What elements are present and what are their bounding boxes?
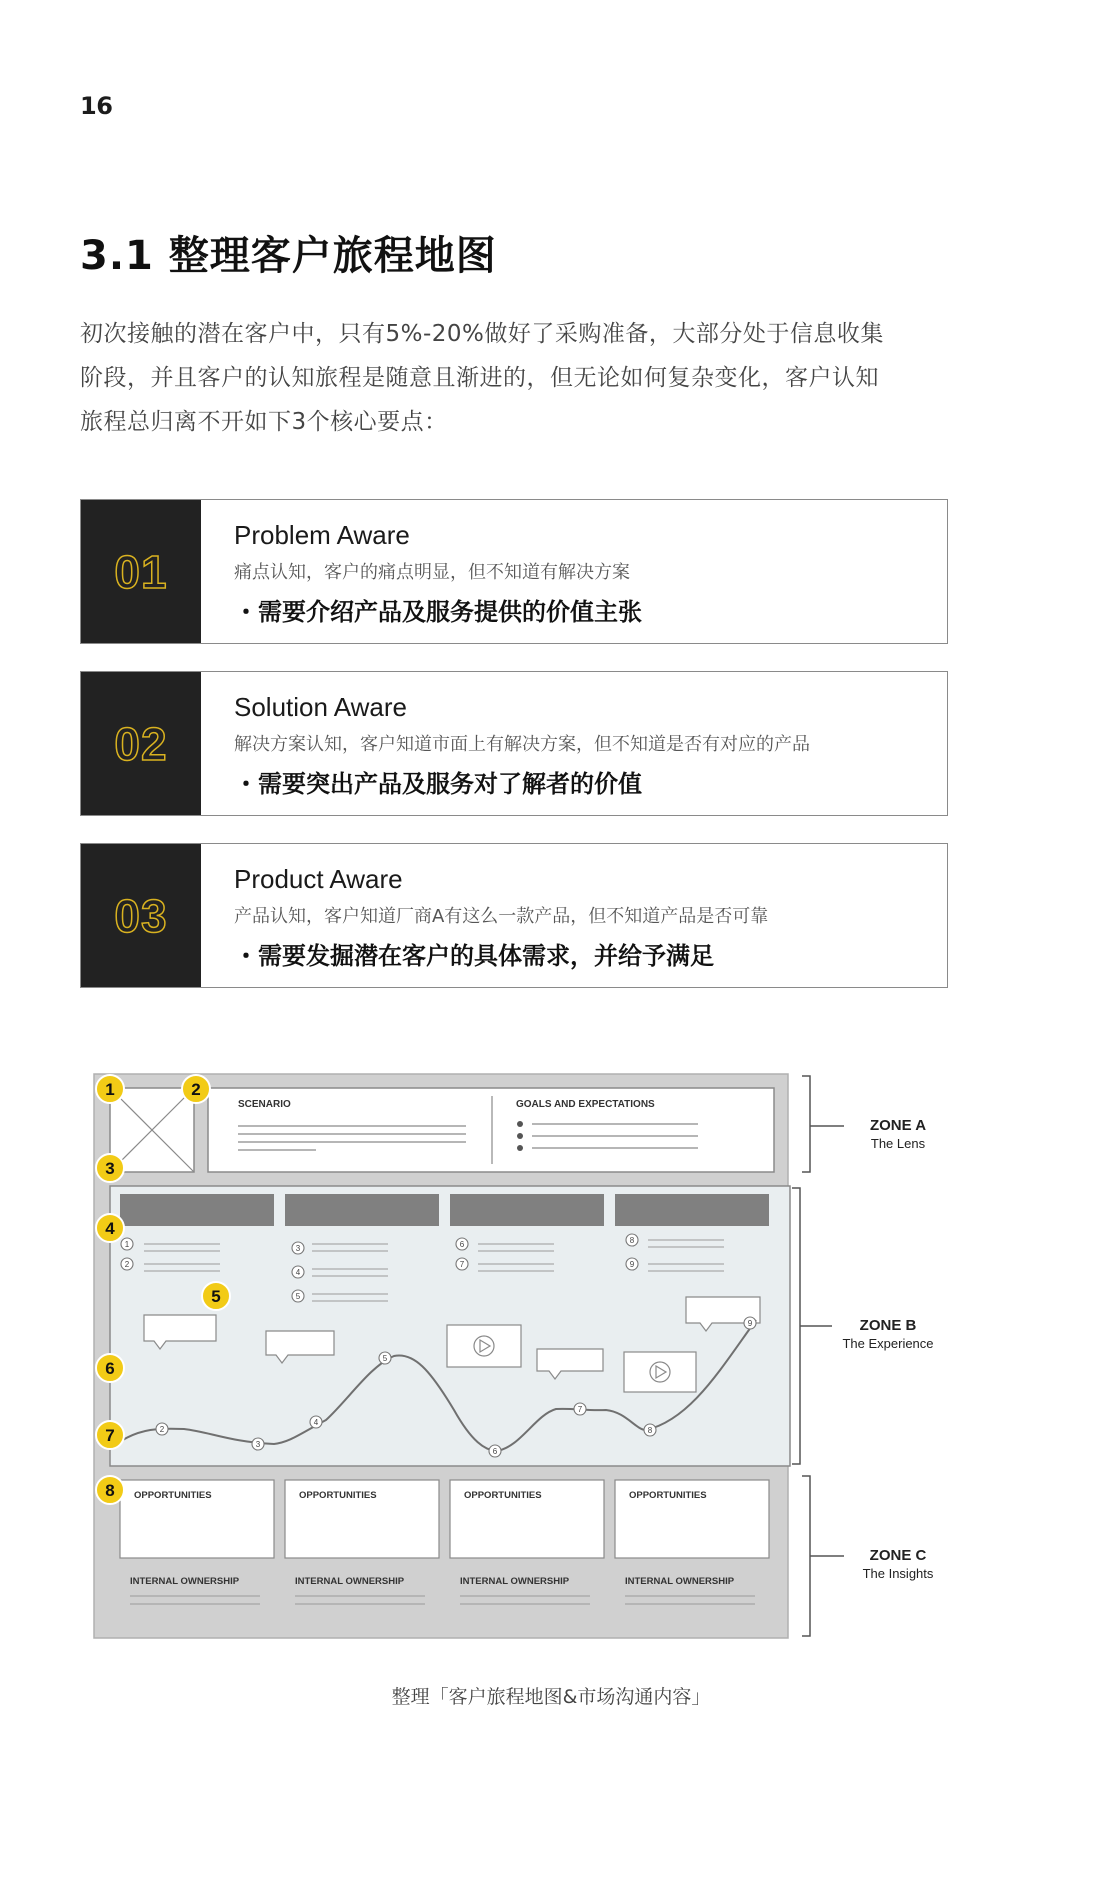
marker-badge xyxy=(96,1421,124,1449)
marker-number: 8 xyxy=(105,1481,115,1500)
step-circle xyxy=(574,1403,586,1415)
step-number: 9 xyxy=(629,1260,635,1269)
marker-badge xyxy=(96,1075,124,1103)
card-title: Solution Aware xyxy=(234,692,407,722)
intro-paragraph xyxy=(80,312,960,444)
section-title: 3.1 整理客户旅程地图 xyxy=(80,233,497,279)
card-number-block xyxy=(81,844,201,987)
step-circle xyxy=(644,1424,656,1436)
step-circle xyxy=(156,1423,168,1435)
step-number: 5 xyxy=(295,1292,301,1301)
zone-subtitle: The Insights xyxy=(862,1566,934,1581)
card-key-point: ・需要突出产品及服务对了解者的价值 xyxy=(234,770,642,798)
step-circle xyxy=(456,1238,468,1250)
scenario-label: SCENARIO xyxy=(238,1099,291,1110)
card-title: Problem Aware xyxy=(234,520,410,550)
intro-line: 旅程总归离不开如下3个核心要点： xyxy=(80,409,448,435)
card-description: 痛点认知，客户的痛点明显，但不知道有解决方案 xyxy=(234,562,630,583)
step-circle xyxy=(252,1438,264,1450)
image-placeholder xyxy=(110,1088,194,1172)
marker-number: 6 xyxy=(105,1359,115,1378)
card-number-block xyxy=(81,500,201,643)
marker-badge xyxy=(96,1354,124,1382)
step-number: 4 xyxy=(295,1268,301,1277)
awareness-card-1 xyxy=(80,499,948,644)
intro-line: 阶段，并且客户的认知旅程是随意且渐进的，但无论如何复杂变化，客户认知 xyxy=(80,365,879,391)
step-circle xyxy=(626,1258,638,1270)
ownership-label: INTERNAL OWNERSHIP xyxy=(130,1576,240,1587)
step-number: 5 xyxy=(382,1354,388,1363)
zone-b-bracket xyxy=(792,1188,800,1464)
step-number: 8 xyxy=(629,1236,635,1245)
card-key-point: ・需要介绍产品及服务提供的价值主张 xyxy=(234,598,642,626)
step-circle xyxy=(310,1416,322,1428)
marker-number: 4 xyxy=(105,1219,115,1238)
zone-name: ZONE A xyxy=(869,1117,927,1134)
zone-name: ZONE B xyxy=(859,1317,917,1334)
zone-a-bracket xyxy=(802,1076,810,1172)
step-circle xyxy=(626,1234,638,1246)
zone-c-bracket xyxy=(802,1476,810,1636)
journey-map-diagram xyxy=(80,1070,960,1670)
awareness-card-3 xyxy=(80,843,948,988)
card-number: 03 xyxy=(114,889,168,942)
zone-brackets xyxy=(792,1076,844,1636)
awareness-card-2 xyxy=(80,671,948,816)
opportunities-label: OPPORTUNITIES xyxy=(134,1490,212,1501)
step-number: 1 xyxy=(124,1240,130,1249)
step-circle xyxy=(292,1290,304,1302)
opportunities-label: OPPORTUNITIES xyxy=(464,1490,542,1501)
marker-badge xyxy=(182,1075,210,1103)
marker-badge xyxy=(96,1214,124,1242)
card-title: Product Aware xyxy=(234,864,403,894)
step-circle xyxy=(121,1238,133,1250)
marker-badge xyxy=(96,1476,124,1504)
marker-number: 5 xyxy=(211,1287,221,1306)
step-circle xyxy=(292,1242,304,1254)
ownership-label: INTERNAL OWNERSHIP xyxy=(625,1576,735,1587)
step-number: 4 xyxy=(313,1418,319,1427)
step-number: 3 xyxy=(255,1440,261,1449)
card-number-block xyxy=(81,672,201,815)
step-number: 8 xyxy=(647,1426,653,1435)
marker-number: 2 xyxy=(191,1080,201,1099)
figure-caption: 整理「客户旅程地图&市场沟通内容」 xyxy=(391,1686,711,1708)
step-number: 7 xyxy=(577,1405,583,1414)
step-number: 2 xyxy=(159,1425,165,1434)
opportunities-label: OPPORTUNITIES xyxy=(299,1490,377,1501)
ownership-label: INTERNAL OWNERSHIP xyxy=(295,1576,405,1587)
card-description: 产品认知，客户知道厂商A有这么一款产品，但不知道产品是否可靠 xyxy=(234,906,769,927)
opportunities-label: OPPORTUNITIES xyxy=(629,1490,707,1501)
marker-number: 1 xyxy=(105,1080,115,1099)
step-number: 3 xyxy=(295,1244,301,1253)
step-circle xyxy=(379,1352,391,1364)
video-card xyxy=(447,1325,521,1367)
step-number: 9 xyxy=(747,1319,753,1328)
step-circle xyxy=(489,1445,501,1457)
page-number: 16 xyxy=(80,92,113,120)
step-circle xyxy=(292,1266,304,1278)
card-number: 01 xyxy=(114,545,168,598)
step-circle xyxy=(456,1258,468,1270)
intro-line: 初次接触的潜在客户中，只有5%-20%做好了采购准备，大部分处于信息收集 xyxy=(80,321,884,347)
step-number: 2 xyxy=(124,1260,130,1269)
step-number: 6 xyxy=(459,1240,465,1249)
step-number: 7 xyxy=(459,1260,465,1269)
video-card xyxy=(624,1352,696,1392)
marker-badge xyxy=(96,1154,124,1182)
ownership-label: INTERNAL OWNERSHIP xyxy=(460,1576,570,1587)
marker-number: 3 xyxy=(105,1159,115,1178)
zone-subtitle: The Experience xyxy=(842,1336,934,1351)
step-number: 6 xyxy=(492,1447,498,1456)
marker-badge xyxy=(202,1282,230,1310)
lens-box xyxy=(208,1088,774,1172)
zone-subtitle: The Lens xyxy=(870,1136,926,1151)
card-key-point: ・需要发掘潜在客户的具体需求，并给予满足 xyxy=(234,942,714,970)
card-number: 02 xyxy=(114,717,168,770)
card-description: 解决方案认知，客户知道市面上有解决方案，但不知道是否有对应的产品 xyxy=(234,734,810,755)
step-circle xyxy=(121,1258,133,1270)
marker-number: 7 xyxy=(105,1426,115,1445)
goals-label: GOALS AND EXPECTATIONS xyxy=(516,1099,655,1110)
step-circle xyxy=(744,1317,756,1329)
zone-name: ZONE C xyxy=(869,1547,927,1564)
